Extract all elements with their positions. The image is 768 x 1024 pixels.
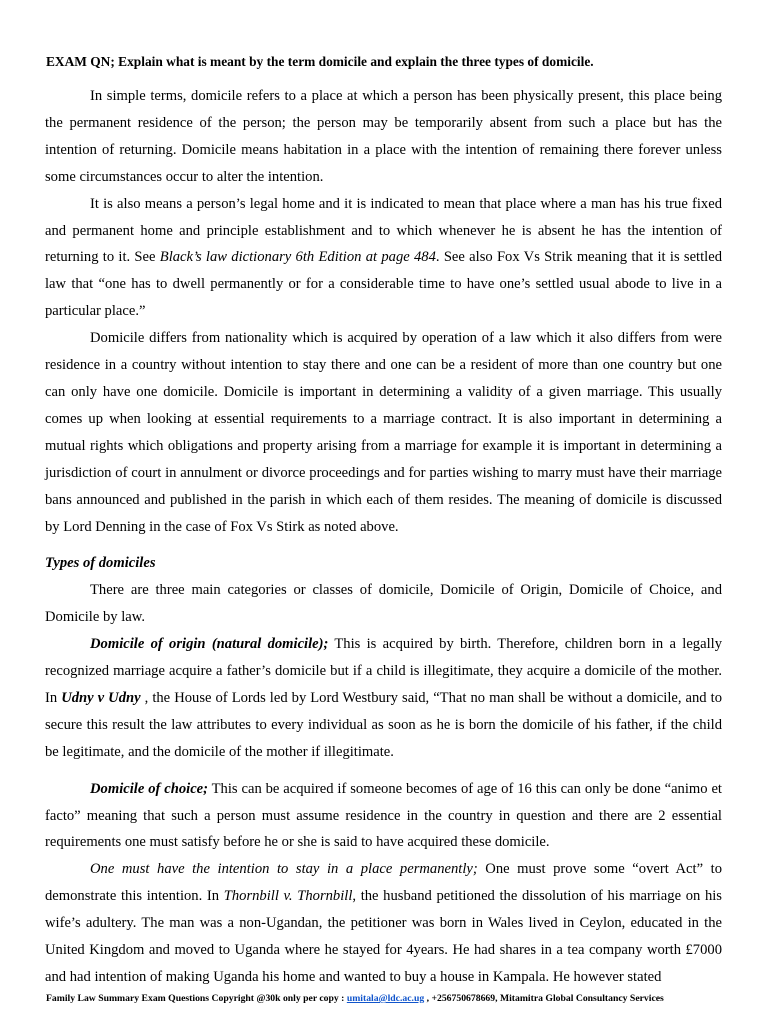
term-intention: One must have the intention to stay in a place permanently; bbox=[90, 861, 478, 878]
exam-question-title: EXAM QN; Explain what is meant by the term domicile and explain the three types of domicile. bbox=[46, 54, 594, 69]
paragraph-intention bbox=[45, 856, 722, 991]
paragraph-text: This is acquired by birth. Therefore, children born in a legally recognized marriage acquire a father’s domicile but if a child is illegitimate, they acquire a domicile of the mother. In bbox=[45, 636, 722, 706]
paragraph-text: , the husband petitioned the dissolution of his marriage on his wife’s adultery. The man was a non-Ugandan, the petitioner was born in Wales lived in Ceylon, educated in the United Kingdom and moved to Uganda where he stayed for 4years. He had shares in a tea company worth £7000 and had intention of making Uganda his home and wanted to buy a house in Kampala. He however stated bbox=[45, 888, 722, 985]
paragraph-text: One must prove some “overt Act” to demonstrate this intention. In bbox=[45, 861, 722, 905]
page-footer bbox=[46, 993, 736, 1004]
section-heading-types: Types of domiciles bbox=[45, 555, 156, 572]
footer-email-link[interactable]: umitala@ldc.ac.ug bbox=[346, 993, 425, 1004]
paragraph-definition: In simple terms, domicile refers to a place at which a person has been physically present, this place being the permanent residence of the person; the person may be temporarily absent from such a place but has the intention of returning. Domicile means habitation in a place with the intention of remaining there forever unless some circumstances occur to alter the intention. bbox=[45, 88, 722, 185]
paragraph-text: This can be acquired if someone becomes of age of 16 this can only be done “animo et facto” meaning that such a person must assume residence in the country in question and there are 2 essential requirements one must satisfy before he or she is said to have acquired these domicile. bbox=[45, 780, 722, 851]
term-domicile-choice: Domicile of choice; bbox=[90, 780, 209, 797]
case-udny: Udny v Udny bbox=[61, 689, 141, 706]
paragraph-domicile-choice bbox=[45, 776, 722, 857]
paragraph-categories: There are three main categories or classes of domicile, Domicile of Origin, Domicile of Choice, and Domicile by law. bbox=[45, 582, 722, 626]
paragraph-legal-home bbox=[45, 191, 722, 326]
footer-text: Family Law Summary Exam Questions Copyright @30k only per copy : bbox=[46, 993, 347, 1004]
paragraph-text: . See also Fox Vs Strik meaning that it is settled law that “one has to dwell permanently or for a considerable time to have one’s settled usual abode to live in a particular place.” bbox=[45, 249, 722, 320]
term-domicile-origin: Domicile of origin (natural domicile); bbox=[90, 636, 329, 653]
citation-blacks-law: Black’s law dictionary 6th Edition at page 484 bbox=[159, 249, 436, 266]
paragraph-domicile-origin bbox=[45, 631, 722, 766]
paragraph-text: , the House of Lords led by Lord Westbury said, “That no man shall be without a domicile, and to secure this result the law attributes to every individual as soon as he is born the domicile of his father, if the child be legitimate, and the domicile of the mother if illegitimate. bbox=[45, 689, 722, 760]
case-thornbill: Thornbill v. Thornbill bbox=[223, 888, 353, 905]
footer-contact: , +256750678669, Mitamitra Global Consultancy Services bbox=[424, 993, 664, 1004]
document-body bbox=[45, 83, 722, 991]
paragraph-nationality: Domicile differs from nationality which is acquired by operation of a law which it also differs from were residence in a country without intention to stay there and one can be a resident of more than one country but one can only have one domicile. Domicile is important in determining a validity of a given marriage. This usually comes up when looking at essential requirements to a marriage contract. It is also important in determining a mutual rights which obligations and property arising from a marriage for example it is important in determining a jurisdiction of court in annulment or divorce proceedings and for parties wishing to marry must have their marriage bans announced and published in the parish in which each of them resides. The meaning of domicile is discussed by Lord Denning in the case of Fox Vs Stirk as noted above. bbox=[45, 330, 722, 535]
paragraph-text: It is also means a person’s legal home and it is indicated to mean that place where a man has his true fixed and permanent home and principle establishment and to which whenever he is absent he has the intention of returning to it. See bbox=[45, 195, 722, 266]
